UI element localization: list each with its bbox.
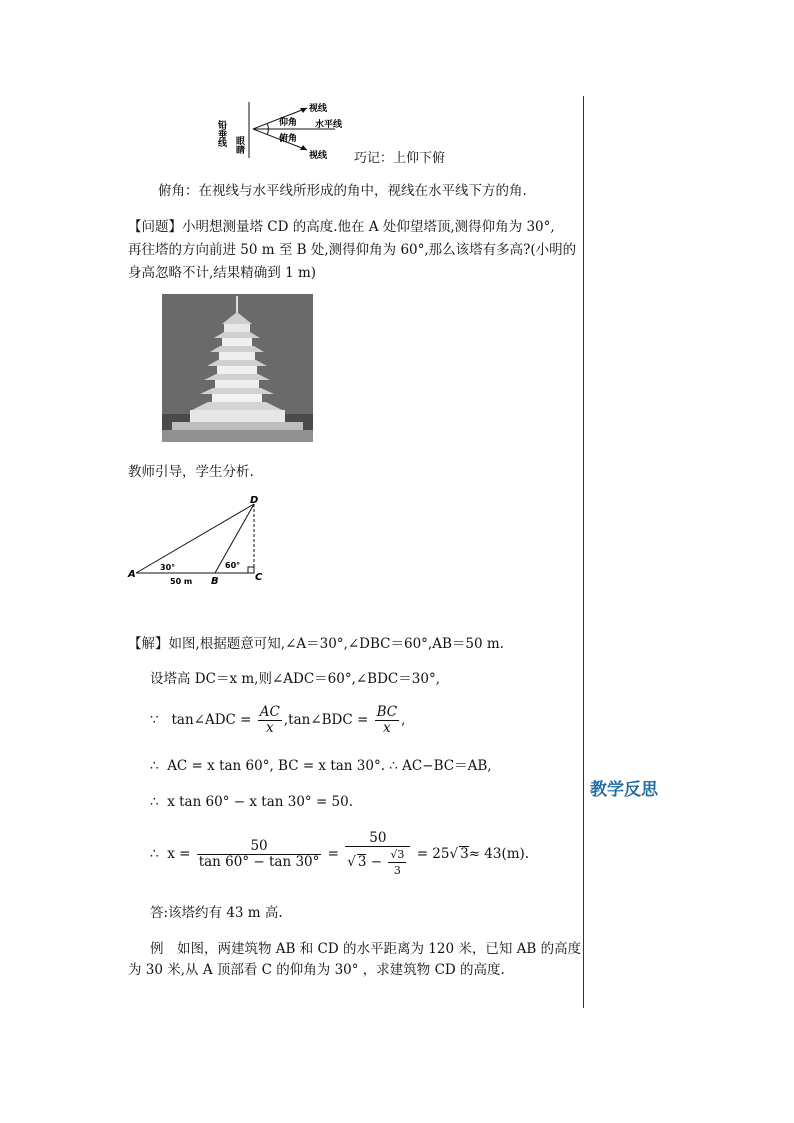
fraction-bc-x: $\frac{BC}{x}$ bbox=[376, 704, 398, 736]
example-line-2: 为 30 米,从 A 顶部看 C 的仰角为 30° ，求建筑物 CD 的高度. bbox=[128, 962, 505, 978]
answer: 答:该塔约有 43 m 高. bbox=[150, 905, 283, 921]
pagoda-photo bbox=[162, 294, 313, 442]
point-d: D bbox=[250, 495, 259, 506]
mnemonic: 巧记：上仰下俯 bbox=[354, 151, 446, 166]
angle-a-label: 30° bbox=[160, 563, 176, 572]
point-c: C bbox=[255, 572, 263, 583]
step-3: ∴ AC = x tan 60°, BC = x tan 30°. ∴ AC−BC＝AB, bbox=[150, 758, 492, 774]
depression-angle-label: 俯角 bbox=[279, 134, 298, 144]
because-symbol: ∵ bbox=[150, 712, 159, 728]
point-a: A bbox=[128, 569, 136, 580]
solution-line-2: 设塔高 DC＝x m,则∠ADC＝60°,∠BDC＝30°, bbox=[150, 671, 440, 687]
triangle-diagram bbox=[124, 492, 274, 592]
vertical-line-label: 铅垂线 bbox=[216, 120, 226, 147]
fraction-ac-x: $\frac{AC}{x}$ bbox=[259, 704, 280, 736]
problem-line-3: 身高忽略不计,结果精确到 1 m) bbox=[128, 265, 317, 281]
angle-b-label: 60° bbox=[225, 561, 241, 570]
step-4: ∴ x tan 60° − x tan 30° = 50. bbox=[150, 794, 354, 810]
elevation-angle-label: 仰角 bbox=[279, 118, 298, 128]
fraction-50-sqrt: 50 √ 3 − $\frac{√3}{3}$ bbox=[345, 831, 410, 878]
sight-line-up-label: 视线 bbox=[309, 104, 328, 114]
step-5: ∴ x = $\frac{50}{\tan 60^\circ - \tan 30^\circ}$ = 50 √ 3 − $\frac{√3}{3}$ = 25√ 3≈ 43(m). bbox=[150, 830, 530, 877]
depression-definition: 俯角：在视线与水平线所形成的角中，视线在水平线下方的角. bbox=[158, 183, 527, 199]
eye-label: 眼睛 bbox=[234, 136, 244, 154]
solution-line-1: 【解】如图,根据题意可知,∠A＝30°,∠DBC＝60°,AB＝50 m. bbox=[128, 636, 504, 652]
horizontal-line-label: 水平线 bbox=[315, 120, 343, 130]
ab-length-label: 50 m bbox=[170, 577, 193, 586]
tan-equation: ∵ tan∠ADC = $\frac{AC}{x}$ ,tan∠BDC = $\frac{BC}{x}$ , bbox=[150, 704, 406, 736]
problem-line-2: 再往塔的方向前进 50 m 至 B 处,测得仰角为 60°,那么该塔有多高?(小明的 bbox=[128, 242, 577, 258]
guide-text: 教师引导，学生分析. bbox=[128, 464, 254, 480]
teaching-reflection-title: 教学反思 bbox=[590, 780, 658, 800]
sight-line-down-label: 视线 bbox=[309, 151, 328, 161]
example-line-1: 例 如图，两建筑物 AB 和 CD 的水平距离为 120 米，已知 AB 的高度 bbox=[150, 941, 582, 957]
point-b: B bbox=[211, 576, 219, 587]
angle-of-elevation-diagram bbox=[215, 98, 365, 164]
fraction-50-tan: $\frac{50}{\tan 60^\circ - \tan 30^\circ}$ bbox=[198, 838, 320, 870]
problem-line-1: 【问题】小明想测量塔 CD 的高度.他在 A 处仰望塔顶,测得仰角为 30°, bbox=[128, 219, 555, 235]
column-divider bbox=[583, 96, 584, 1008]
